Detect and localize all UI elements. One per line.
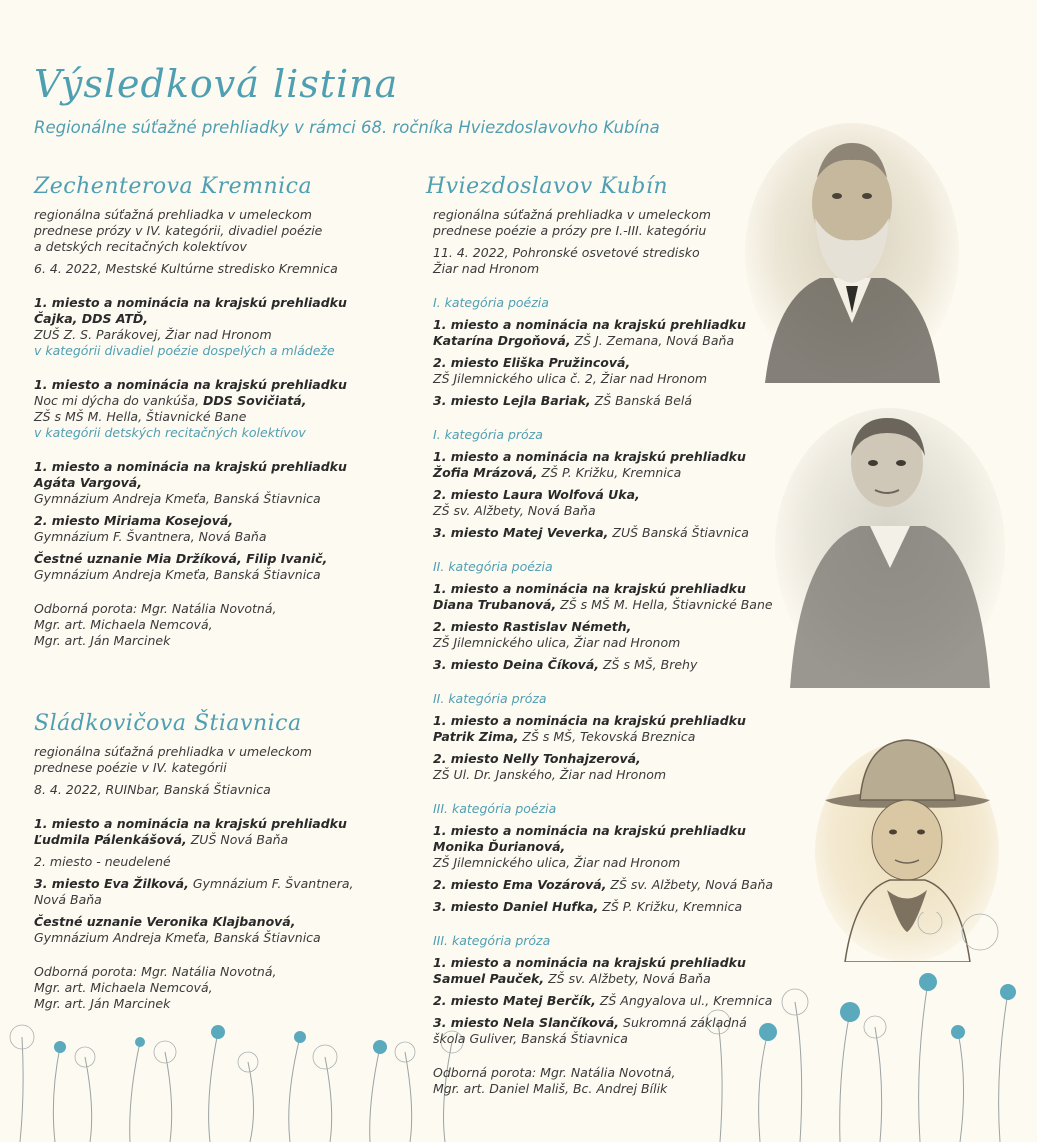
winner-detail: ZŠ Jilemnického ulica, Žiar nad Hronom: [433, 855, 681, 870]
desc-line: regionálna súťažná prehliadka v umeleckom: [34, 744, 312, 759]
winner-detail: Gymnázium F. Švantnera,: [188, 876, 354, 891]
winner-name: Diana Trubanová,: [433, 597, 557, 612]
winner-detail: škola Guliver, Banská Štiavnica: [433, 1031, 628, 1046]
award-label: 1. miesto a nominácia na krajskú prehliadku: [34, 459, 347, 474]
event-date: Žiar nad Hronom: [433, 261, 540, 276]
winner-detail: Nová Baňa: [34, 892, 102, 907]
award-label: 1. miesto a nominácia na krajskú prehliadku: [433, 317, 746, 332]
winner-name: 2. miesto Miriama Kosejová,: [34, 513, 234, 528]
winner-name: 2. miesto Laura Wolfová Uka,: [433, 487, 640, 502]
winner-name: 2. miesto Matej Berčík,: [433, 993, 596, 1008]
desc-line: prednese poézie v IV. kategórii: [34, 760, 227, 775]
winner-detail: ZUŠ Banská Štiavnica: [608, 525, 749, 540]
event-date: 6. 4. 2022, Mestské Kultúrne stredisko Kremnica: [34, 261, 338, 276]
winner-name: 2. miesto Eliška Pružincová,: [433, 355, 631, 370]
award-label: 1. miesto a nominácia na krajskú prehliadku: [433, 713, 746, 728]
winner-detail: ZUŠ Z. S. Parákovej, Žiar nad Hronom: [34, 327, 272, 342]
desc-line: prednese prózy v IV. kategórii, divadiel poézie: [34, 223, 323, 238]
winner-detail: ZŠ Ul. Dr. Janského, Žiar nad Hronom: [433, 767, 667, 782]
winner-name: 2. miesto Rastislav Németh,: [433, 619, 632, 634]
winner-name: 3. miesto Deina Číková,: [433, 657, 600, 672]
category-title: I. kategória poézia: [433, 295, 549, 310]
award-label: 1. miesto a nominácia na krajskú prehliadku: [433, 955, 746, 970]
winner-name: Agáta Vargová,: [34, 475, 142, 490]
winner-name: 3. miesto Matej Veverka,: [433, 525, 609, 540]
award-label: 1. miesto a nominácia na krajskú prehliadku: [34, 377, 347, 392]
portrait-chalupka-image: [775, 398, 1005, 688]
winner-name: 2. miesto Nelly Tonhajzerová,: [433, 751, 641, 766]
winner-detail: ZŠ sv. Alžbety, Nová Baňa: [433, 503, 596, 518]
winner-name: Monika Ďurianová,: [433, 839, 566, 854]
category-note: v kategórii detských recitačných kolektívov: [34, 425, 306, 440]
category-title: II. kategória poézia: [433, 559, 553, 574]
winner-name: Noc mi dýcha do vankúša,: [34, 393, 204, 408]
page-title: Výsledková listina: [34, 62, 399, 106]
section-heading-zechenterova: Zechenterova Kremnica: [34, 174, 313, 199]
winner-name: Patrik Zima,: [433, 729, 519, 744]
award-label: 1. miesto a nominácia na krajskú prehliadku: [433, 581, 746, 596]
award-label: 1. miesto a nominácia na krajskú prehliadku: [34, 295, 347, 310]
category-title: III. kategória poézia: [433, 801, 557, 816]
winner-name: Čajka, DDS ATĎ,: [34, 311, 148, 326]
winner-name: Čestné uznanie Veronika Klajbanová,: [34, 914, 296, 929]
winner-name: Katarína Drgoňová,: [433, 333, 571, 348]
winner-detail: ZŠ P. Križku, Kremnica: [537, 465, 682, 480]
category-title: I. kategória próza: [433, 427, 543, 442]
winner-name: 3. miesto Daniel Hufka,: [433, 899, 599, 914]
winner-detail: Gymnázium F. Švantnera, Nová Baňa: [34, 529, 267, 544]
category-title: III. kategória próza: [433, 933, 551, 948]
jury-line: Odborná porota: Mgr. Natália Novotná,: [433, 1065, 676, 1080]
winner-detail: ZŠ s MŠ, Tekovská Breznica: [518, 729, 696, 744]
flowers-left-decoration: [0, 997, 470, 1142]
winner-detail: ZŠ Jilemnického ulica, Žiar nad Hronom: [433, 635, 681, 650]
section-heading-hviezdoslavov: Hviezdoslavov Kubín: [426, 174, 669, 199]
winner-name: 3. miesto Nela Slančíková,: [433, 1015, 620, 1030]
jury-line: Mgr. art. Michaela Nemcová,: [34, 617, 213, 632]
page-subtitle: Regionálne súťažné prehliadky v rámci 68. ročníka Hviezdoslavovho Kubína: [34, 118, 660, 137]
zechenterova-block: [34, 207, 394, 649]
winner-detail: ZŠ Banská Belá: [590, 393, 693, 408]
winner-detail: ZŠ s MŠ M. Hella, Štiavnické Bane: [34, 409, 247, 424]
desc-line: a detských recitačných kolektívov: [34, 239, 247, 254]
award-label: 1. miesto a nominácia na krajskú prehliadku: [433, 449, 746, 464]
winner-detail: ZŠ sv. Alžbety, Nová Baňa: [544, 971, 711, 986]
event-date: 8. 4. 2022, RUINbar, Banská Štiavnica: [34, 782, 271, 797]
winner-detail: Sukromná základná: [619, 1015, 747, 1030]
winner-name: 3. miesto Eva Žilková,: [34, 876, 189, 891]
hviezdoslavov-block: [433, 207, 803, 1097]
winner-name: 3. miesto Lejla Bariak,: [433, 393, 591, 408]
winner-detail: Gymnázium Andreja Kmeťa, Banská Štiavnica: [34, 567, 321, 582]
jury-line: Odborná porota: Mgr. Natália Novotná,: [34, 601, 277, 616]
winner-detail: ZŠ J. Zemana, Nová Baňa: [570, 333, 735, 348]
winner-name: Samuel Pauček,: [433, 971, 545, 986]
jury-line: Odborná porota: Mgr. Natália Novotná,: [34, 964, 277, 979]
category-title: II. kategória próza: [433, 691, 547, 706]
jury-line: Mgr. art. Michaela Nemcová,: [34, 980, 213, 995]
award-label: 1. miesto a nominácia na krajskú prehliadku: [34, 816, 347, 831]
winner-group: DDS Sovičiatá,: [203, 393, 307, 408]
winner-name: 2. miesto Ema Vozárová,: [433, 877, 607, 892]
winner-detail: ZŠ s MŠ M. Hella, Štiavnické Bane: [556, 597, 773, 612]
sladkovicova-block: [34, 744, 394, 1012]
winner-detail: ZŠ s MŠ, Brehy: [599, 657, 698, 672]
desc-line: regionálna súťažná prehliadka v umeleckom: [433, 207, 711, 222]
winner-detail: ZUŠ Nová Baňa: [186, 832, 289, 847]
winner-name: Ľudmila Pálenkášová,: [34, 832, 187, 847]
winner-detail: Gymnázium Andreja Kmeťa, Banská Štiavnica: [34, 491, 321, 506]
desc-line: prednese poézie a prózy pre I.-III. kategóriu: [433, 223, 707, 238]
winner-detail: ZŠ sv. Alžbety, Nová Baňa: [606, 877, 774, 892]
winner-detail: ZŠ Angyalova ul., Kremnica: [595, 993, 773, 1008]
jury-line: Mgr. art. Ján Marcinek: [34, 633, 171, 648]
desc-line: regionálna súťažná prehliadka v umeleckom: [34, 207, 312, 222]
section-heading-sladkovicova: Sládkovičova Štiavnica: [34, 711, 302, 736]
winner-detail: Gymnázium Andreja Kmeťa, Banská Štiavnica: [34, 930, 321, 945]
winner-detail: ZŠ Jilemnického ulica č. 2, Žiar nad Hronom: [433, 371, 708, 386]
award-not-given: 2. miesto - neudelené: [34, 854, 171, 869]
event-date: 11. 4. 2022, Pohronské osvetové stredisko: [433, 245, 700, 260]
jury-line: Mgr. art. Daniel Mališ, Bc. Andrej Bílik: [433, 1081, 668, 1096]
winner-name: Žofia Mrázová,: [433, 465, 538, 480]
winner-name: Čestné uznanie Mia Držíková, Filip Ivanič,: [34, 551, 328, 566]
category-note: v kategórii divadiel poézie dospelých a mládeže: [34, 343, 335, 358]
award-label: 1. miesto a nominácia na krajskú prehliadku: [433, 823, 746, 838]
winner-detail: ZŠ P. Križku, Kremnica: [598, 899, 743, 914]
jury-line: Mgr. art. Ján Marcinek: [34, 996, 171, 1011]
